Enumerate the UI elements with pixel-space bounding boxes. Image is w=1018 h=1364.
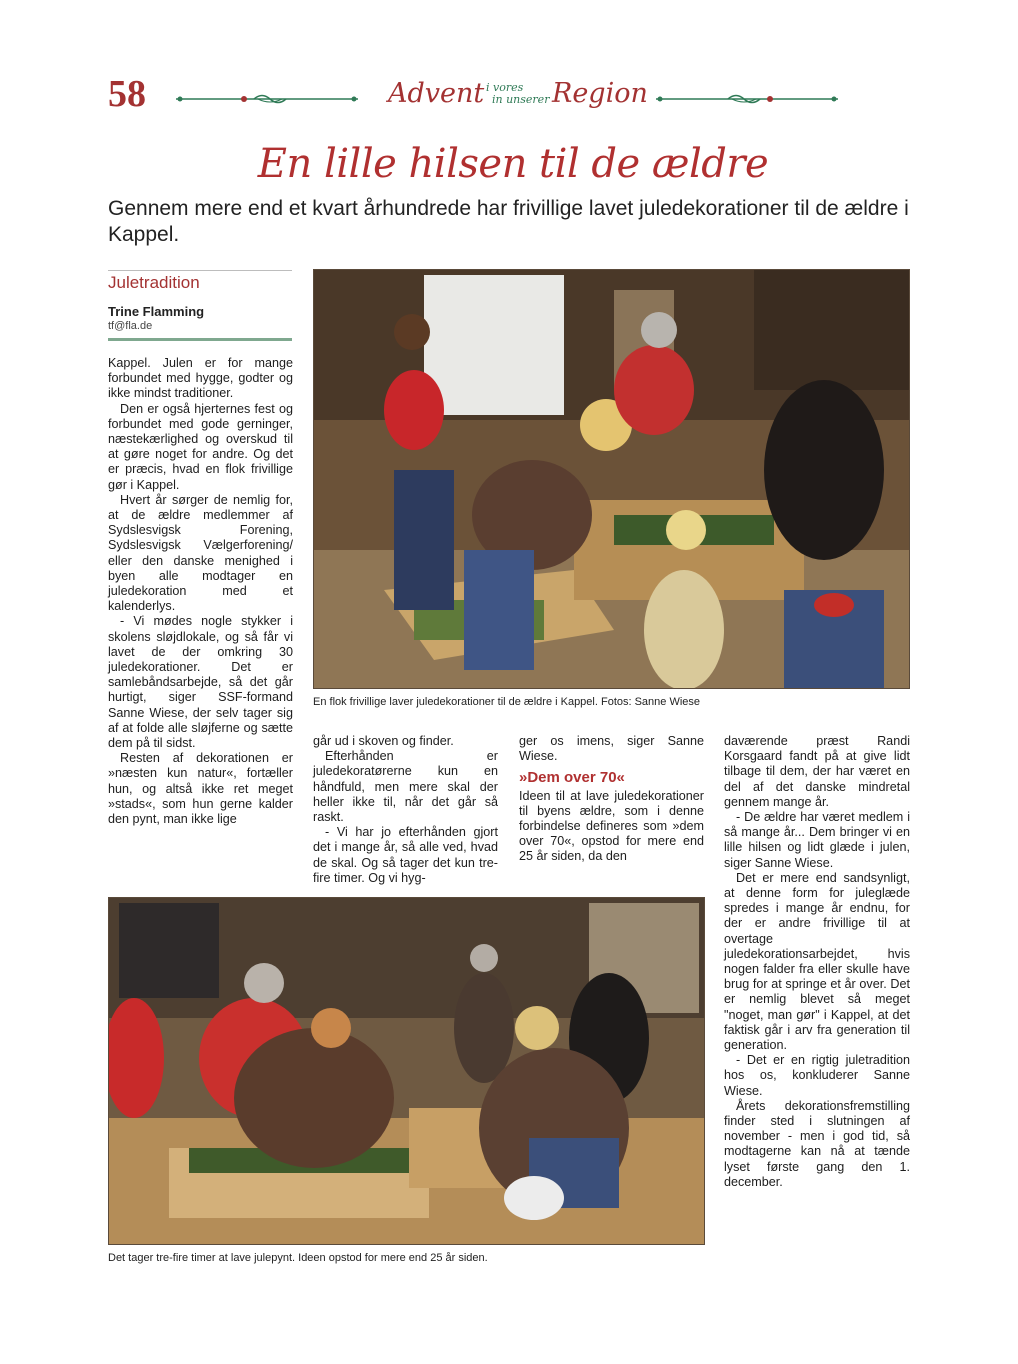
paragraph: Ideen til at lave juledekorationer til byens ældre, som i denne forbindelse defineres som »dem over 70«, opstod for mere end 25 år siden, da den — [519, 788, 704, 864]
subheading: »Dem over 70« — [519, 769, 625, 787]
author-name: Trine Flamming — [108, 304, 205, 319]
article-column-3 — [519, 734, 704, 865]
paragraph: - Det er en rigtig juletradition hos os, konkluderer Sanne Wiese. — [724, 1053, 910, 1098]
paragraph: Efterhånden er juledekoratørerne kun en håndfuld, men mere skal der heller ikke til, når det går så raskt. — [313, 749, 498, 825]
article-column-2 — [313, 734, 498, 886]
paragraph: Årets dekorationsfremstilling finder sted i slutningen af november - men i god tid, så modtagerne kan nå at tænde lyset første gang den 1. december. — [724, 1098, 910, 1189]
byline-rule — [108, 338, 292, 341]
paragraph: Det er mere end sandsynligt, at denne form for juleglæde spredes i mange år endnu, for der er andre frivillige til at overtage juledekorationsarbejdet, hvis nogen falder fra eller skulle have brug for at springe et år over. Det er nemlig blevet så meget "noget, man gør" i Kappel, at det faktisk går i arv fra generation til generation. — [724, 870, 910, 1053]
photo-illustration — [314, 270, 909, 688]
masthead-i-vores: i vores — [486, 81, 524, 94]
left-ornament-divider — [176, 92, 358, 106]
section-label: Juletradition — [108, 273, 200, 292]
article-column-4 — [724, 734, 910, 1190]
paragraph: daværende præst Randi Korsgaard fandt på at give lidt tilbage til dem, der har været en del af det danske mindretal gennem mange år. — [724, 734, 910, 809]
masthead-logo — [388, 70, 648, 120]
photo-2-caption: Det tager tre-fire timer at lave julepynt. Ideen opstod for mere end 25 år siden. — [108, 1252, 488, 1264]
page-number: 58 — [108, 73, 146, 115]
paragraph: - Vi mødes nogle stykker i skolens sløjdlokale, og så får vi lavet de der omkring 30 juledekorationer. Det er samlebåndsarbejde, så det går hurtigt, siger SSF-formand Sanne Wiese, der selv tager sig af at folde alle sløjferne og sætte dem på til sidst. — [108, 614, 293, 751]
paragraph: går ud i skoven og finder. — [313, 734, 454, 748]
right-ornament-divider — [656, 92, 838, 106]
paragraph: - De ældre har været medlem i så mange år... Dem bringer vi en lille hilsen og lidt glæde i julen, siger Sanne Wiese. — [724, 810, 910, 870]
article-lede: Gennem mere end et kvart århundrede har frivillige lavet juledekorationer til de ældre i Kappel. — [108, 197, 909, 246]
masthead-advent: Advent — [388, 78, 485, 109]
section-rule — [108, 270, 292, 271]
paragraph: Kappel. Julen er for mange forbundet med hygge, godter og ikke mindst traditioner. — [108, 356, 293, 401]
masthead-in-unserer: in unserer — [492, 93, 550, 106]
masthead-region: Region — [552, 78, 648, 109]
article-headline: En lille hilsen til de ældre — [257, 141, 769, 187]
article-column-1 — [108, 356, 293, 827]
photo-workbench-volunteers — [108, 897, 705, 1245]
paragraph: - Vi har jo efterhånden gjort det i mange år, så alle ved, hvad de skal. Og så tager det kun tre-fire timer. Og vi hyg- — [313, 825, 498, 885]
photo-decorating-workshop — [313, 269, 910, 689]
paragraph: ger os imens, siger Sanne Wiese. — [519, 734, 704, 764]
paragraph: Den er også hjerternes fest og forbundet med gode gerninger, næstekærlighed og overskud til at gøre noget for andre. Og det er præcis, hvad en flok frivillige gør i Kappel. — [108, 401, 293, 492]
paragraph: Resten af dekorationen er »næsten kun natur«, fortæller hun, og altså ikke ret meget »stads«, som hun gerne kalder den pynt, man ikke lige — [108, 751, 293, 827]
photo-illustration — [109, 898, 704, 1244]
paragraph: Hvert år sørger de nemlig for, at de ældre medlemmer af Sydslesvigsk Forening, Sydslesvigsk Vælgerforening/ eller den danske menighed i byen alle modtager en juledekoration med et kalenderlys. — [108, 492, 293, 614]
photo-1-caption: En flok frivillige laver juledekorationer til de ældre i Kappel. Fotos: Sanne Wiese — [313, 696, 701, 708]
author-email[interactable]: tf@fla.de — [108, 320, 153, 332]
